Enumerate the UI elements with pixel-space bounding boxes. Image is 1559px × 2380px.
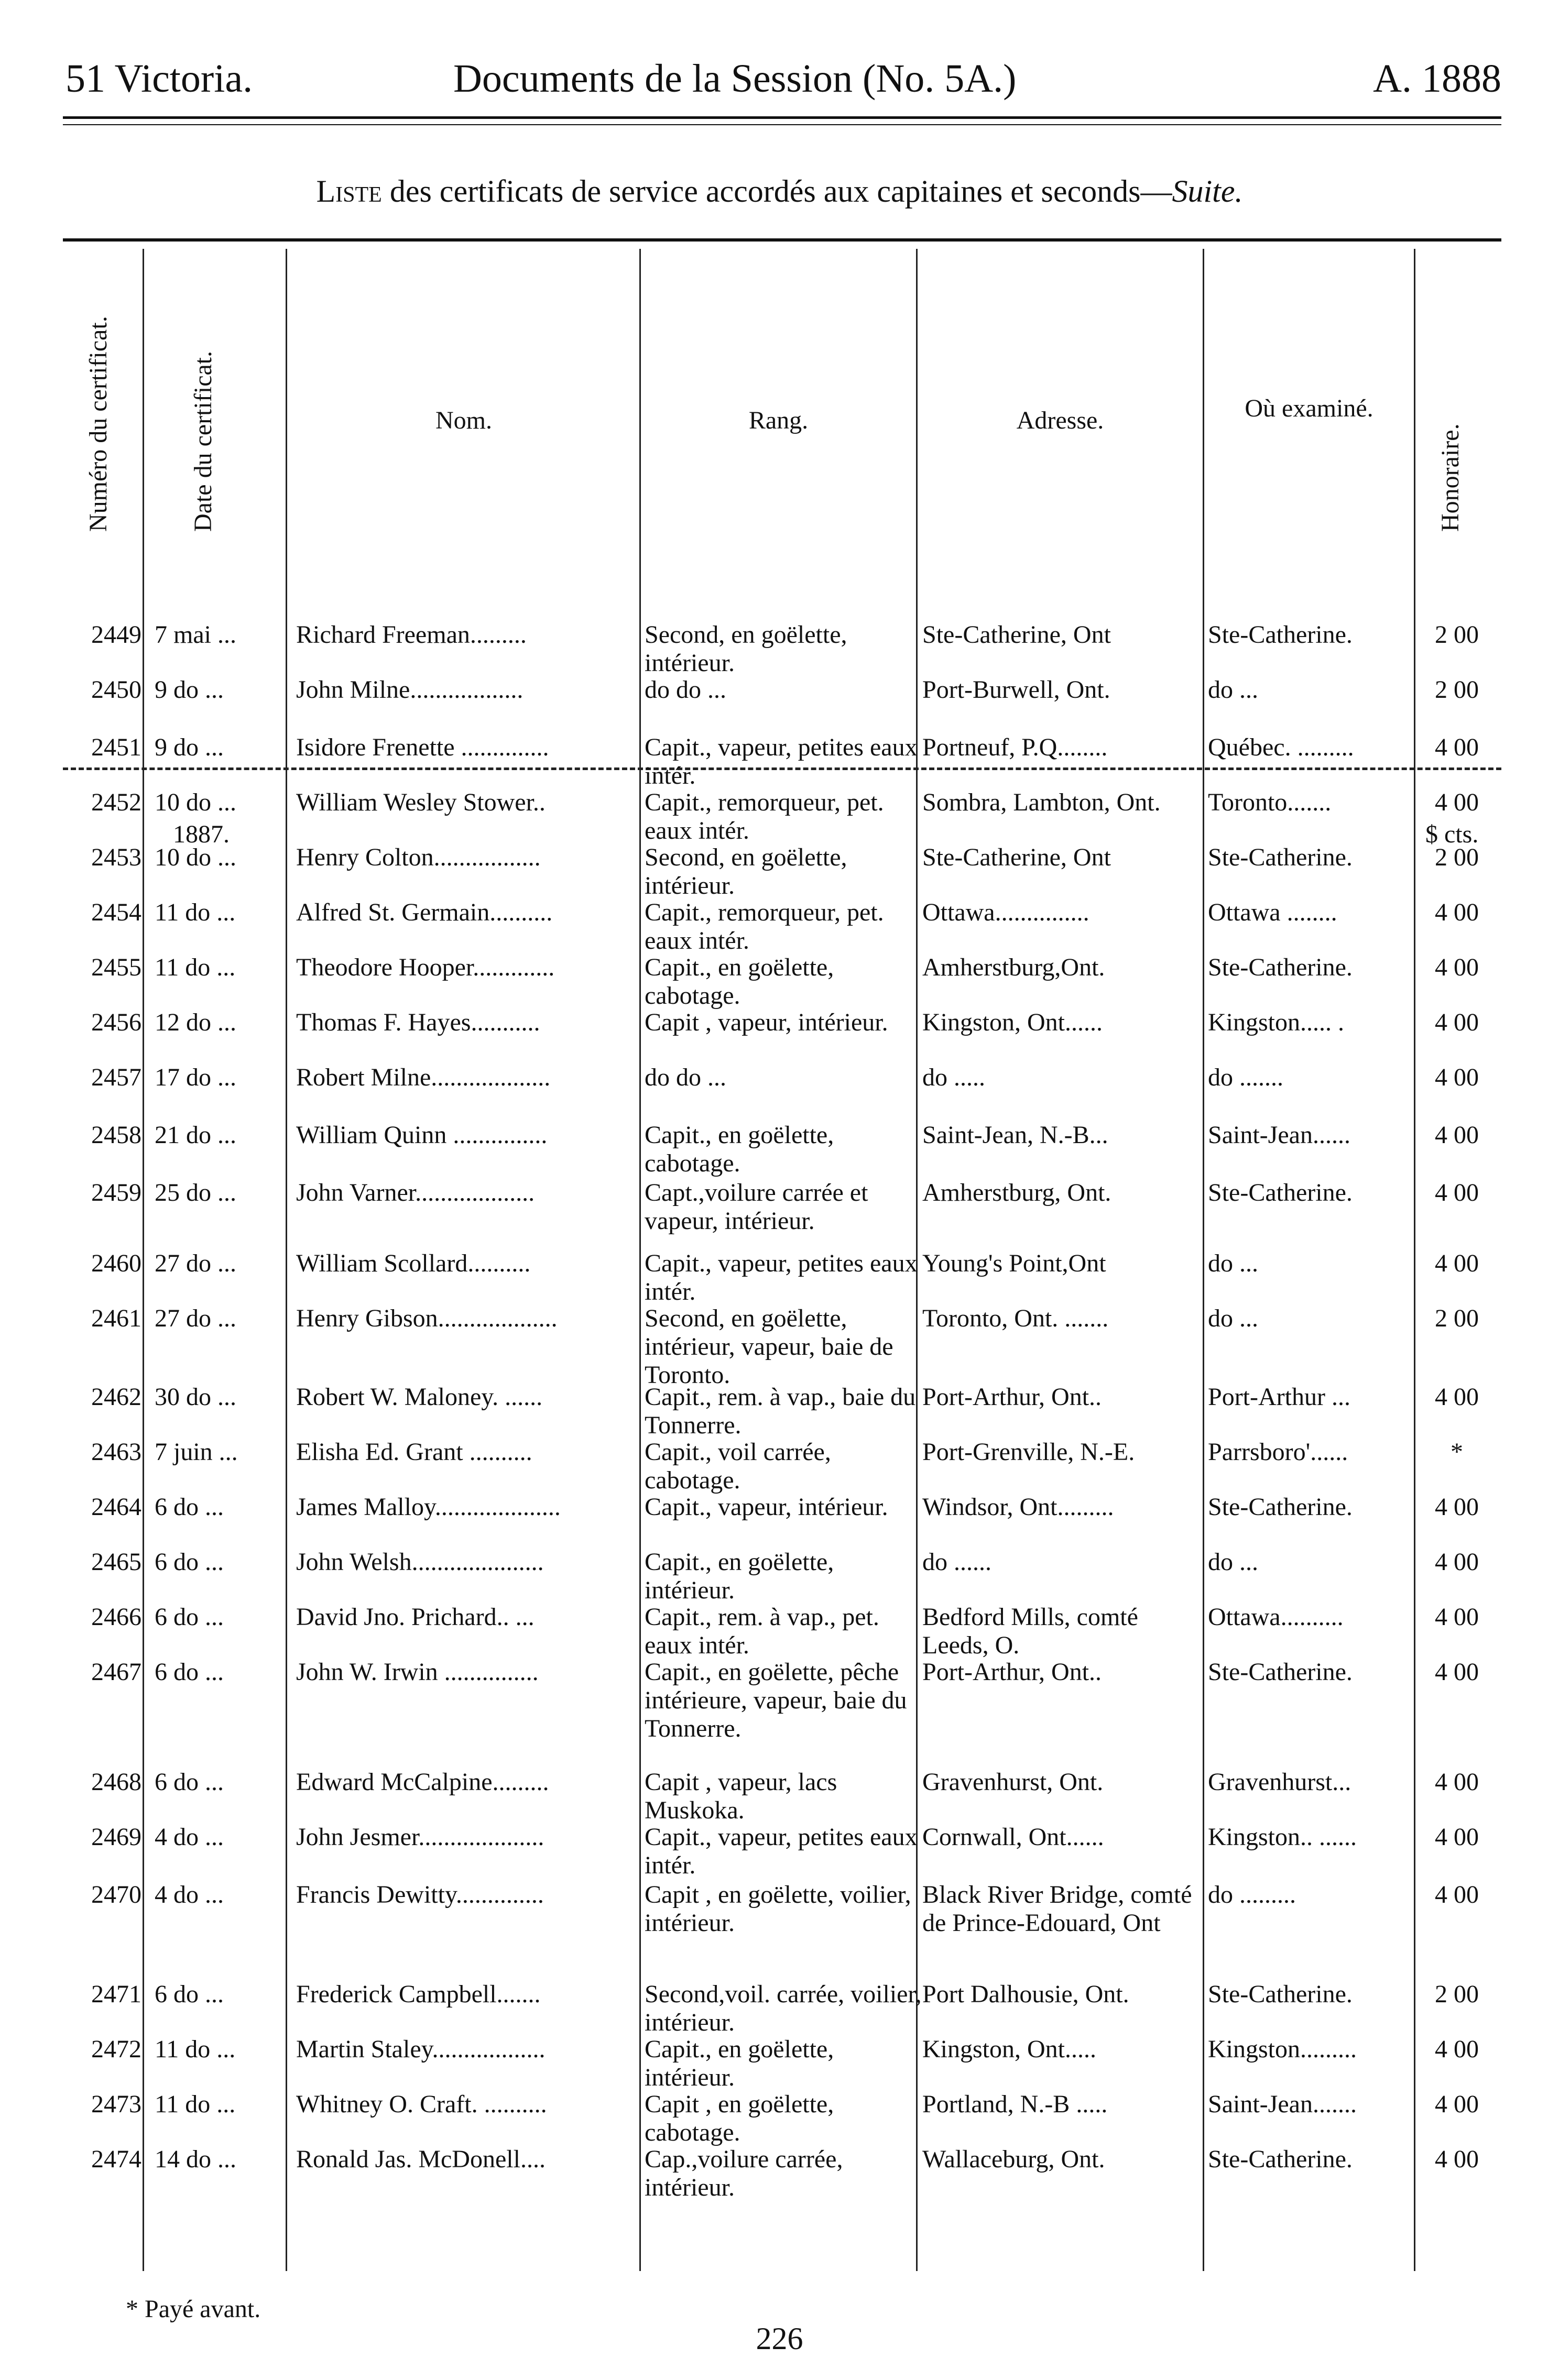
address: Black River Bridge, comté de Prince-Edouard, Ont bbox=[922, 1881, 1192, 1937]
rank: Capit , vapeur, intérieur. bbox=[645, 1008, 888, 1036]
cert-number: 2465 bbox=[91, 1548, 141, 1576]
examined-at: do ... bbox=[1208, 1548, 1258, 1576]
cert-number: 2453 bbox=[91, 843, 141, 871]
address: Kingston, Ont...... bbox=[922, 1008, 1103, 1036]
address: do ..... bbox=[922, 1063, 985, 1091]
address: Sombra, Lambton, Ont. bbox=[922, 788, 1161, 816]
holder-name: Henry Colton................. bbox=[296, 843, 541, 871]
cert-date: 6 do ... bbox=[155, 1658, 224, 1686]
cert-date: 21 do ... bbox=[155, 1121, 236, 1149]
cert-number: 2455 bbox=[91, 953, 141, 981]
examined-at: Ste-Catherine. bbox=[1208, 1980, 1353, 2008]
page-title bbox=[0, 168, 1559, 215]
cert-number: 2474 bbox=[91, 2145, 141, 2173]
address: Young's Point,Ont bbox=[922, 1249, 1106, 1277]
address: Toronto, Ont. ....... bbox=[922, 1304, 1109, 1332]
address: Ste-Catherine, Ont bbox=[922, 843, 1111, 871]
rank: Capit., en goëlette, cabotage. bbox=[645, 953, 834, 1010]
header-rang: Rang. bbox=[748, 407, 809, 434]
examined-at: do ... bbox=[1208, 1249, 1258, 1277]
holder-name: Frederick Campbell....... bbox=[296, 1980, 541, 2008]
holder-name: John Milne.................. bbox=[296, 676, 524, 704]
holder-name: John Varner................... bbox=[296, 1179, 535, 1207]
address: Port-Arthur, Ont.. bbox=[922, 1658, 1102, 1686]
header-honoraire: Honoraire. bbox=[1436, 423, 1464, 532]
fee: 4 00 bbox=[1435, 1548, 1479, 1576]
cert-date: 4 do ... bbox=[155, 1881, 224, 1909]
cert-number: 2473 bbox=[91, 2090, 141, 2118]
cert-number: 2463 bbox=[91, 1438, 141, 1466]
holder-name: William Quinn ............... bbox=[296, 1121, 548, 1149]
header-rule-thick bbox=[63, 116, 1501, 119]
fee: 4 00 bbox=[1435, 1179, 1479, 1207]
cert-number: 2472 bbox=[91, 2035, 141, 2063]
holder-name: Edward McCalpine......... bbox=[296, 1768, 549, 1796]
cert-date: 14 do ... bbox=[155, 2145, 236, 2173]
cert-number: 2464 bbox=[91, 1493, 141, 1521]
examined-at: Ste-Catherine. bbox=[1208, 953, 1353, 981]
holder-name: John Welsh..................... bbox=[296, 1548, 544, 1576]
address: Windsor, Ont......... bbox=[922, 1493, 1114, 1521]
cert-date: 4 do ... bbox=[155, 1823, 224, 1851]
cert-number: 2466 bbox=[91, 1603, 141, 1631]
examined-at: Parrsboro'...... bbox=[1208, 1438, 1348, 1466]
cert-date: 12 do ... bbox=[155, 1008, 236, 1036]
fee: 4 00 bbox=[1435, 898, 1479, 926]
holder-name: James Malloy.................... bbox=[296, 1493, 561, 1521]
fee: 4 00 bbox=[1435, 1383, 1479, 1411]
rank: Capit., voil carrée, cabotage. bbox=[645, 1438, 831, 1494]
examined-at: Kingston..... . bbox=[1208, 1008, 1345, 1036]
examined-at: Ste-Catherine. bbox=[1208, 1179, 1353, 1207]
cert-number: 2459 bbox=[91, 1179, 141, 1207]
title-smallcaps: Liste bbox=[316, 174, 382, 209]
examined-at: do ... bbox=[1208, 1304, 1258, 1332]
cert-number: 2467 bbox=[91, 1658, 141, 1686]
rank: Capit., remorqueur, pet. eaux intér. bbox=[645, 788, 884, 844]
rank: do do ... bbox=[645, 676, 726, 704]
certificates-table bbox=[63, 238, 1501, 2282]
cert-date: 7 mai ... bbox=[155, 621, 236, 649]
fee: 2 00 bbox=[1435, 843, 1479, 871]
cert-date: 6 do ... bbox=[155, 1768, 224, 1796]
cert-number: 2461 bbox=[91, 1304, 141, 1332]
cert-date: 11 do ... bbox=[155, 898, 236, 926]
rank: Capit., vapeur, petites eaux intér. bbox=[645, 733, 918, 789]
cert-date: 30 do ... bbox=[155, 1383, 236, 1411]
cert-date: 7 juin ... bbox=[155, 1438, 238, 1466]
address: Gravenhurst, Ont. bbox=[922, 1768, 1104, 1796]
rank: Capit , en goëlette, voilier, intérieur. bbox=[645, 1881, 911, 1937]
rank: Capt.,voilure carrée et vapeur, intérieur. bbox=[645, 1179, 868, 1235]
cert-date: 9 do ... bbox=[155, 676, 224, 704]
address: Amherstburg, Ont. bbox=[922, 1179, 1111, 1207]
rank: Capit., en goëlette, pêche intérieure, vapeur, baie du Tonnerre. bbox=[645, 1658, 907, 1742]
holder-name: William Scollard.......... bbox=[296, 1249, 531, 1277]
examined-at: do ......... bbox=[1208, 1881, 1296, 1909]
fee: 4 00 bbox=[1435, 1823, 1479, 1851]
fee: 4 00 bbox=[1435, 1121, 1479, 1149]
cert-number: 2457 bbox=[91, 1063, 141, 1091]
address: Bedford Mills, comté Leeds, O. bbox=[922, 1603, 1138, 1659]
examined-at: Ste-Catherine. bbox=[1208, 843, 1353, 871]
fee: 2 00 bbox=[1435, 676, 1479, 704]
cert-number: 2458 bbox=[91, 1121, 141, 1149]
holder-name: William Wesley Stower.. bbox=[296, 788, 546, 816]
holder-name: Whitney O. Craft. .......... bbox=[296, 2090, 547, 2118]
address: Saint-Jean, N.-B... bbox=[922, 1121, 1108, 1149]
fee: 4 00 bbox=[1435, 1493, 1479, 1521]
holder-name: Isidore Frenette .............. bbox=[296, 733, 549, 761]
fee: 4 00 bbox=[1435, 1881, 1479, 1909]
page-number: 226 bbox=[756, 2321, 803, 2356]
address: Cornwall, Ont...... bbox=[922, 1823, 1104, 1851]
fee: 4 00 bbox=[1435, 1063, 1479, 1091]
examined-at: Ste-Catherine. bbox=[1208, 1493, 1353, 1521]
fee: 4 00 bbox=[1435, 953, 1479, 981]
cert-number: 2471 bbox=[91, 1980, 141, 2008]
running-head-center: Documents de la Session (No. 5A.) bbox=[453, 57, 1017, 101]
header-adresse: Adresse. bbox=[1016, 407, 1104, 434]
year-label: 1887. bbox=[173, 820, 230, 848]
fee: 4 00 bbox=[1435, 733, 1479, 761]
fee: 4 00 bbox=[1435, 2145, 1479, 2173]
cert-number: 2468 bbox=[91, 1768, 141, 1796]
address: Wallaceburg, Ont. bbox=[922, 2145, 1105, 2173]
holder-name: Richard Freeman......... bbox=[296, 621, 527, 649]
holder-name: Martin Staley.................. bbox=[296, 2035, 546, 2063]
cert-date: 27 do ... bbox=[155, 1249, 236, 1277]
fee: 4 00 bbox=[1435, 2090, 1479, 2118]
cert-number: 2451 bbox=[91, 733, 141, 761]
holder-name: Robert W. Maloney. ...... bbox=[296, 1383, 543, 1411]
rank: Second,voil. carrée, voilier, intérieur. bbox=[645, 1980, 922, 2036]
examined-at: Ottawa ........ bbox=[1208, 898, 1337, 926]
fee: 4 00 bbox=[1435, 1249, 1479, 1277]
examined-at: Gravenhurst... bbox=[1208, 1768, 1351, 1796]
cert-date: 11 do ... bbox=[155, 2035, 236, 2063]
cert-date: 11 do ... bbox=[155, 953, 236, 981]
rank: Capit., remorqueur, pet. eaux intér. bbox=[645, 898, 884, 955]
rank: Capit., en goëlette, intérieur. bbox=[645, 2035, 834, 2091]
rank: Capit., vapeur, intérieur. bbox=[645, 1493, 888, 1521]
examined-at: Ste-Catherine. bbox=[1208, 2145, 1353, 2173]
examined-at: Saint-Jean...... bbox=[1208, 1121, 1350, 1149]
rank: Capit , vapeur, lacs Muskoka. bbox=[645, 1768, 837, 1824]
cert-number: 2469 bbox=[91, 1823, 141, 1851]
rank: Cap.,voilure carrée, intérieur. bbox=[645, 2145, 843, 2201]
cert-date: 6 do ... bbox=[155, 1493, 224, 1521]
examined-at: Ste-Catherine. bbox=[1208, 1658, 1353, 1686]
holder-name: John Jesmer.................... bbox=[296, 1823, 544, 1851]
running-head bbox=[66, 50, 1501, 107]
rank: Capit., rem. à vap., baie du Tonnerre. bbox=[645, 1383, 916, 1439]
holder-name: David Jno. Prichard.. ... bbox=[296, 1603, 535, 1631]
address: Portland, N.-B ..... bbox=[922, 2090, 1108, 2118]
cert-date: 11 do ... bbox=[155, 2090, 236, 2118]
fee: 2 00 bbox=[1435, 1980, 1479, 2008]
cert-date: 17 do ... bbox=[155, 1063, 236, 1091]
rank: Capit., en goëlette, cabotage. bbox=[645, 1121, 834, 1177]
examined-at: Toronto....... bbox=[1208, 788, 1332, 816]
title-main: des certificats de service accordés aux capitaines et seconds— bbox=[381, 174, 1172, 209]
rank: Capit., rem. à vap., pet. eaux intér. bbox=[645, 1603, 879, 1659]
holder-name: Alfred St. Germain.......... bbox=[296, 898, 553, 926]
running-head-right: A. 1888 bbox=[1373, 57, 1501, 101]
header-nom: Nom. bbox=[435, 407, 492, 434]
rank: Second, en goëlette, intérieur, vapeur, baie de Toronto. bbox=[645, 1304, 893, 1389]
cert-number: 2452 bbox=[91, 788, 141, 816]
examined-at: Port-Arthur ... bbox=[1208, 1383, 1350, 1411]
address: Port Dalhousie, Ont. bbox=[922, 1980, 1129, 2008]
address: Ste-Catherine, Ont bbox=[922, 621, 1111, 649]
header-date: Date du certificat. bbox=[189, 350, 217, 532]
cert-date: 9 do ... bbox=[155, 733, 224, 761]
fee: 2 00 bbox=[1435, 1304, 1479, 1332]
address: Ottawa............... bbox=[922, 898, 1089, 926]
cert-date: 6 do ... bbox=[155, 1548, 224, 1576]
address: Amherstburg,Ont. bbox=[922, 953, 1105, 981]
header-ou: Où examiné. bbox=[1245, 394, 1373, 422]
cert-date: 10 do ... bbox=[155, 843, 236, 871]
cert-number: 2454 bbox=[91, 898, 141, 926]
address: Port-Burwell, Ont. bbox=[922, 676, 1110, 704]
cert-number: 2450 bbox=[91, 676, 141, 704]
holder-name: Robert Milne................... bbox=[296, 1063, 551, 1091]
address: Portneuf, P.Q........ bbox=[922, 733, 1108, 761]
rank: Capit., vapeur, petites eaux intér. bbox=[645, 1823, 918, 1879]
cert-number: 2470 bbox=[91, 1881, 141, 1909]
header-numero: Numéro du certificat. bbox=[84, 316, 112, 532]
examined-at: Kingston......... bbox=[1208, 2035, 1357, 2063]
cert-number: 2456 bbox=[91, 1008, 141, 1036]
cert-number: 2460 bbox=[91, 1249, 141, 1277]
fee: * bbox=[1451, 1438, 1463, 1466]
footnote: * Payé avant. bbox=[126, 2295, 261, 2323]
title-suite: Suite. bbox=[1172, 174, 1243, 209]
holder-name: Henry Gibson................... bbox=[296, 1304, 558, 1332]
cert-date: 6 do ... bbox=[155, 1980, 224, 2008]
holder-name: Francis Dewitty.............. bbox=[296, 1881, 544, 1909]
address: Port-Arthur, Ont.. bbox=[922, 1383, 1102, 1411]
table-top-rule bbox=[63, 238, 1501, 242]
fee: 2 00 bbox=[1435, 621, 1479, 649]
address: Kingston, Ont..... bbox=[922, 2035, 1097, 2063]
examined-at: Ste-Catherine. bbox=[1208, 621, 1353, 649]
holder-name: John W. Irwin ............... bbox=[296, 1658, 539, 1686]
header-rule-thin bbox=[63, 124, 1501, 125]
examined-at: Québec. ......... bbox=[1208, 733, 1354, 761]
fee: 4 00 bbox=[1435, 1008, 1479, 1036]
fee: 4 00 bbox=[1435, 1658, 1479, 1686]
holder-name: Ronald Jas. McDonell.... bbox=[296, 2145, 546, 2173]
fee: 4 00 bbox=[1435, 2035, 1479, 2063]
holder-name: Elisha Ed. Grant .......... bbox=[296, 1438, 532, 1466]
cert-date: 25 do ... bbox=[155, 1179, 236, 1207]
holder-name: Thomas F. Hayes........... bbox=[296, 1008, 540, 1036]
examined-at: Kingston.. ...... bbox=[1208, 1823, 1357, 1851]
fee: 4 00 bbox=[1435, 788, 1479, 816]
fee: 4 00 bbox=[1435, 1768, 1479, 1796]
examined-at: Ottawa.......... bbox=[1208, 1603, 1344, 1631]
examined-at: Saint-Jean....... bbox=[1208, 2090, 1357, 2118]
rank: do do ... bbox=[645, 1063, 726, 1091]
running-head-left: 51 Victoria. bbox=[66, 57, 253, 101]
address: Port-Grenville, N.-E. bbox=[922, 1438, 1135, 1466]
rank: Capit , en goëlette, cabotage. bbox=[645, 2090, 834, 2146]
cert-date: 6 do ... bbox=[155, 1603, 224, 1631]
examined-at: do ....... bbox=[1208, 1063, 1283, 1091]
holder-name: Theodore Hooper............. bbox=[296, 953, 555, 981]
rank: Capit., vapeur, petites eaux intér. bbox=[645, 1249, 918, 1306]
cert-date: 10 do ... bbox=[155, 788, 236, 816]
cert-number: 2462 bbox=[91, 1383, 141, 1411]
cert-number: 2449 bbox=[91, 621, 141, 649]
rank: Second, en goëlette, intérieur. bbox=[645, 843, 847, 900]
examined-at: do ... bbox=[1208, 676, 1258, 704]
cert-date: 27 do ... bbox=[155, 1304, 236, 1332]
address: do ...... bbox=[922, 1548, 991, 1576]
currency-label: $ cts. bbox=[1425, 820, 1479, 848]
rank: Second, en goëlette, intérieur. bbox=[645, 621, 847, 677]
rank: Capit., en goëlette, intérieur. bbox=[645, 1548, 834, 1604]
col-divider bbox=[143, 249, 144, 2271]
fee: 4 00 bbox=[1435, 1603, 1479, 1631]
